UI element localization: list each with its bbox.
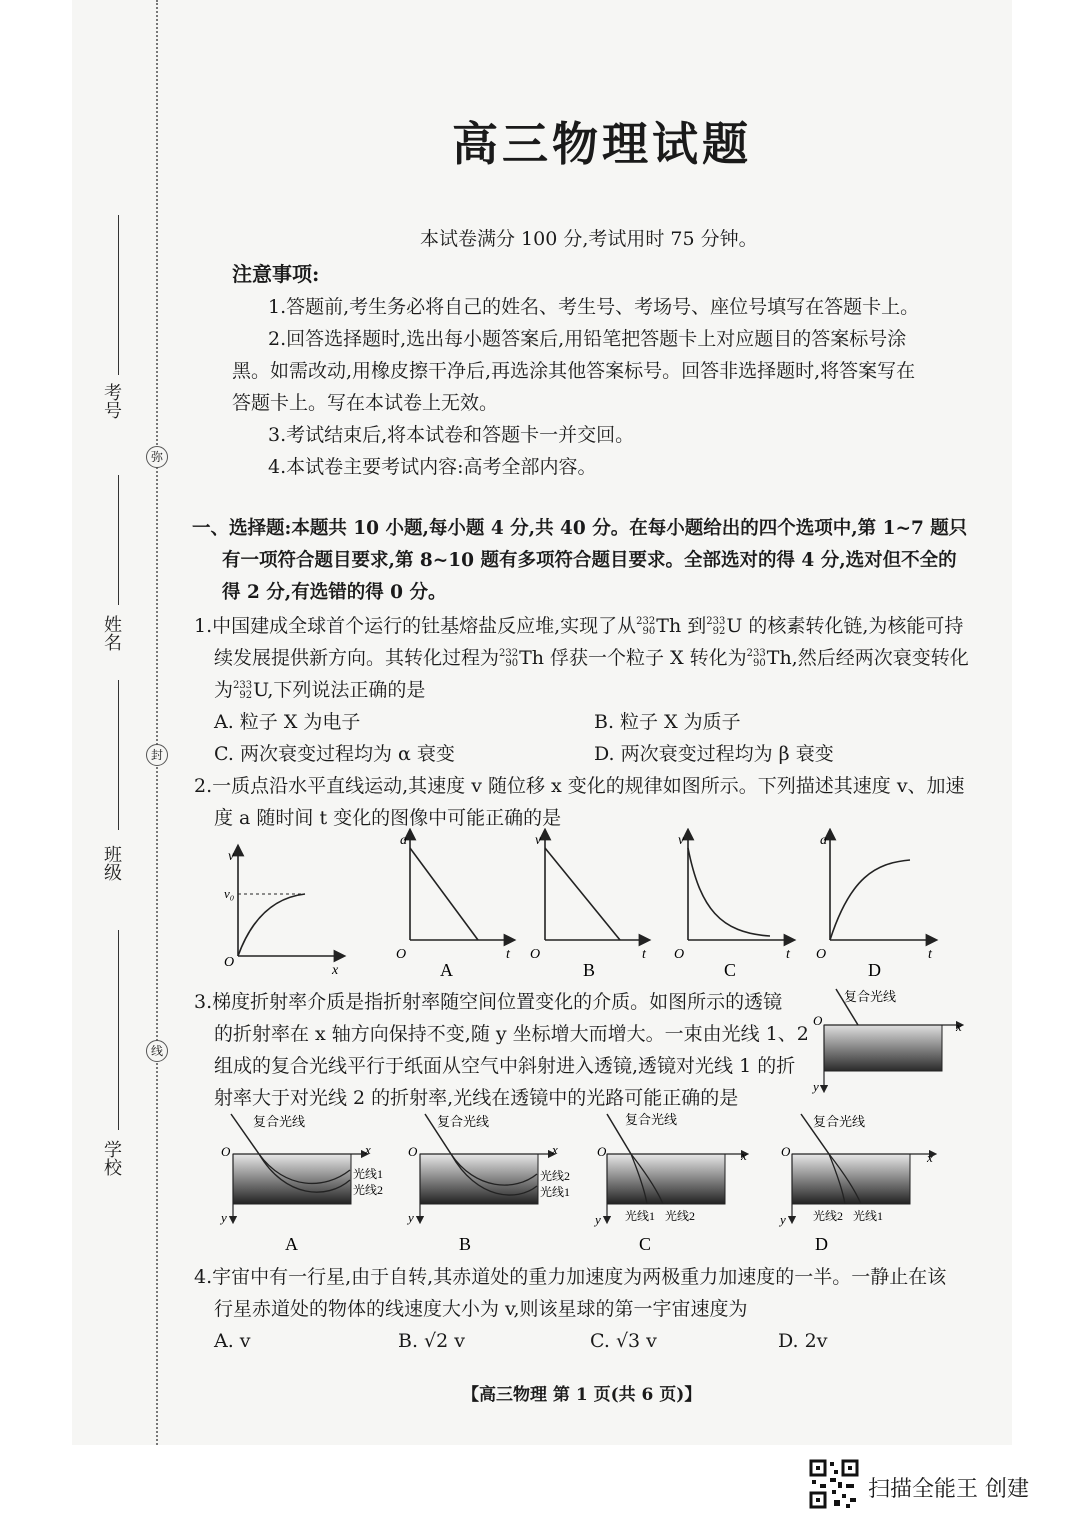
compound-ray-label: 复合光线	[844, 989, 897, 1004]
q1-text: 为	[214, 679, 234, 701]
svg-text:O: O	[674, 947, 685, 962]
label-name: 姓名	[101, 615, 122, 651]
svg-text:v: v	[678, 833, 685, 848]
svg-text:y: y	[813, 1079, 819, 1094]
svg-text:x: x	[927, 1150, 933, 1165]
graph-axis-label: v₀	[224, 886, 235, 901]
q4-option-a[interactable]: A. v	[214, 1330, 251, 1352]
graph-origin: O	[224, 955, 235, 970]
seal-mi: 弥	[146, 446, 168, 468]
svg-text:复合光线: 复合光线	[437, 1114, 490, 1129]
svg-text:y: y	[408, 1210, 414, 1225]
svg-text:x: x	[365, 1142, 371, 1157]
svg-text:B: B	[583, 960, 596, 980]
svg-text:O: O	[597, 1144, 607, 1159]
graph-option-b[interactable]	[530, 833, 647, 980]
q1-option-b[interactable]: B. 粒子 X 为质子	[594, 711, 741, 733]
isotope-th232: 232 90	[636, 616, 656, 637]
q2-figures	[210, 828, 950, 988]
notice-item: 2.回答选择题时,选出每小题答案后,用铅笔把答题卡上对应题目的答案标号涂	[268, 328, 907, 350]
seal-line	[156, 0, 158, 1445]
svg-text:x: x	[552, 1142, 558, 1157]
svg-text:O: O	[408, 1144, 418, 1159]
svg-text:光线2: 光线2	[665, 1209, 696, 1223]
graph-axis-label: x	[332, 963, 339, 978]
svg-text:y: y	[221, 1210, 227, 1225]
section-heading: 得 2 分,有选错的得 0 分。	[222, 582, 447, 603]
svg-text:复合光线: 复合光线	[813, 1114, 866, 1129]
q1-option-d[interactable]: D. 两次衰变过程均为 β 衰变	[594, 743, 834, 765]
q2-line1: 2.一质点沿水平直线运动,其速度 v 随位移 x 变化的规律如图所示。下列描述其速度 v、加速	[194, 775, 965, 797]
q1-text: Th 到	[656, 615, 707, 637]
graph-option-c[interactable]	[674, 833, 791, 980]
q4-option-c[interactable]: C. √3 v	[590, 1330, 657, 1352]
q3-option-figures	[215, 1110, 955, 1260]
svg-text:复合光线: 复合光线	[253, 1114, 306, 1129]
seal-feng: 封	[146, 744, 168, 766]
svg-text:D: D	[815, 1234, 828, 1254]
q4-option-b[interactable]: B. √2 v	[398, 1330, 466, 1352]
svg-text:a: a	[820, 833, 827, 848]
notice-item: 3.考试结束后,将本试卷和答题卡一并交回。	[268, 424, 635, 446]
q3-line: 3.梯度折射率介质是指折射率随空间位置变化的介质。如图所示的透镜	[194, 991, 783, 1013]
svg-text:O: O	[396, 947, 407, 962]
svg-text:光线2: 光线2	[540, 1169, 571, 1183]
q4-line1: 4.宇宙中有一行星,由于自转,其赤道处的重力加速度为两极重力加速度的一半。一静止在该	[194, 1266, 947, 1288]
svg-text:光线1: 光线1	[625, 1209, 656, 1223]
svg-text:D: D	[868, 960, 881, 980]
notice-item: 4.本试卷主要考试内容:高考全部内容。	[268, 456, 597, 478]
isotope-u233: 233 92	[233, 680, 253, 701]
section-heading: 一、选择题:本题共 10 小题,每小题 4 分,共 40 分。在每小题给出的四个选项中,第 1~7 题只	[192, 518, 968, 539]
svg-text:O: O	[530, 947, 541, 962]
svg-text:y: y	[780, 1212, 786, 1227]
q3-option-b[interactable]	[406, 1114, 570, 1254]
svg-text:a: a	[400, 833, 407, 848]
q1-line1	[194, 611, 963, 638]
graph-axis-label: v	[228, 849, 235, 864]
q3-option-c[interactable]	[593, 1112, 747, 1254]
q3-main-figure	[810, 985, 970, 1095]
isotope-th232: 232 90	[499, 648, 519, 669]
svg-text:光线1: 光线1	[540, 1185, 571, 1199]
graph-option-d[interactable]	[816, 833, 933, 980]
q1-option-c[interactable]: C. 两次衰变过程均为 α 衰变	[214, 743, 455, 765]
label-class: 班级	[101, 845, 122, 881]
q3-line: 组成的复合光线平行于纸面从空气中斜射进入透镜,透镜对光线 1 的折	[214, 1055, 796, 1077]
svg-text:光线1: 光线1	[353, 1167, 384, 1181]
svg-text:C: C	[724, 960, 737, 980]
svg-text:O: O	[221, 1144, 231, 1159]
q1-text: Th,然后经两次衰变转化	[766, 647, 969, 669]
q1-text: U,下列说法正确的是	[253, 679, 426, 701]
svg-text:复合光线: 复合光线	[625, 1112, 678, 1127]
svg-text:O: O	[816, 947, 827, 962]
notice-heading: 注意事项:	[232, 262, 320, 286]
q4-option-d[interactable]: D. 2v	[778, 1330, 828, 1352]
q3-line: 的折射率在 x 轴方向保持不变,随 y 坐标增大而增大。一束由光线 1、2	[214, 1023, 809, 1045]
isotope-th233: 233 90	[746, 648, 766, 669]
svg-text:A: A	[285, 1234, 298, 1254]
svg-text:t: t	[506, 947, 510, 962]
q1-option-a[interactable]: A. 粒子 X 为电子	[214, 711, 361, 733]
underline-exam-no	[118, 215, 119, 375]
svg-text:O: O	[781, 1144, 791, 1159]
q2-line2: 度 a 随时间 t 变化的图像中可能正确的是	[214, 807, 562, 829]
qr-code-icon	[808, 1458, 860, 1510]
label-school: 学校	[101, 1140, 122, 1176]
svg-text:x: x	[741, 1148, 747, 1163]
notice-item: 1.答题前,考生务必将自己的姓名、考生号、考场号、座位号填写在答题卡上。	[268, 296, 920, 318]
svg-text:v: v	[535, 833, 542, 848]
q4-line2: 行星赤道处的物体的线速度大小为 v,则该星球的第一宇宙速度为	[214, 1298, 748, 1320]
section-heading: 有一项符合题目要求,第 8~10 题有多项符合题目要求。全部选对的得 4 分,选对但不全的	[222, 550, 957, 571]
scanner-watermark: 扫描全能王 创建	[868, 1477, 1029, 1502]
q1-line2	[214, 643, 969, 670]
underline-school	[118, 930, 119, 1130]
svg-text:t: t	[928, 947, 932, 962]
q3-option-a[interactable]	[219, 1114, 383, 1254]
svg-text:光线1: 光线1	[853, 1209, 884, 1223]
page-footer: 【高三物理 第 1 页(共 6 页)】	[462, 1385, 702, 1405]
q1-line3	[214, 675, 425, 702]
svg-text:O: O	[813, 1013, 823, 1028]
svg-text:光线2: 光线2	[353, 1183, 384, 1197]
svg-text:光线2: 光线2	[813, 1209, 844, 1223]
svg-text:t: t	[786, 947, 790, 962]
page-title: 高三物理试题	[452, 117, 752, 171]
graph-option-a[interactable]	[396, 833, 511, 980]
underline-name	[118, 475, 119, 605]
isotope-u233: 233 92	[706, 616, 726, 637]
graph-v-x	[224, 849, 340, 978]
svg-text:C: C	[639, 1234, 652, 1254]
underline-class	[118, 680, 119, 830]
notice-item: 答题卡上。写在本试卷上无效。	[232, 392, 499, 414]
notice-item: 黑。如需改动,用橡皮擦干净后,再选涂其他答案标号。回答非选择题时,将答案写在	[232, 360, 916, 382]
svg-text:x: x	[956, 1019, 962, 1034]
exam-info: 本试卷满分 100 分,考试用时 75 分钟。	[420, 228, 758, 250]
label-exam-no: 考号	[101, 383, 122, 419]
q1-text: Th 俘获一个粒子 X 转化为	[519, 647, 747, 669]
q3-option-d[interactable]	[778, 1114, 933, 1254]
q3-line: 射率大于对光线 2 的折射率,光线在透镜中的光路可能正确的是	[214, 1087, 739, 1109]
svg-text:B: B	[459, 1234, 472, 1254]
svg-text:A: A	[440, 960, 453, 980]
q1-text: 1.中国建成全球首个运行的钍基熔盐反应堆,实现了从	[194, 615, 637, 637]
seal-xian: 线	[146, 1040, 168, 1062]
q1-text: U 的核素转化链,为核能可持	[726, 615, 964, 637]
q1-text: 续发展提供新方向。其转化过程为	[214, 647, 500, 669]
svg-text:t: t	[642, 947, 646, 962]
svg-text:y: y	[595, 1212, 601, 1227]
